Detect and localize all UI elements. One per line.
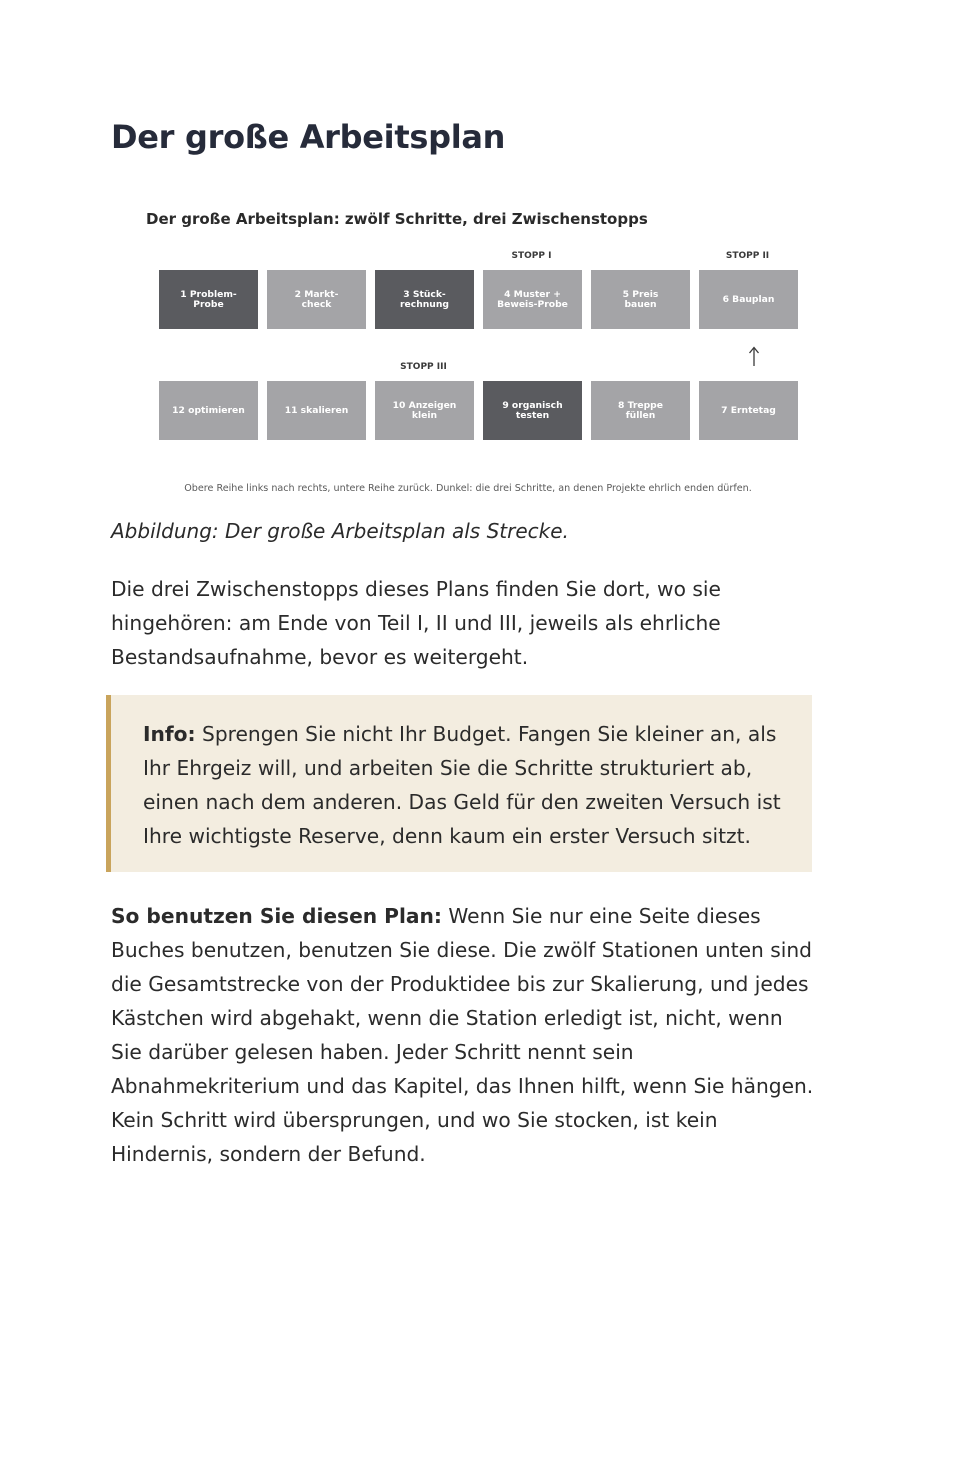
step-box-5: 5 Preis bauen	[591, 270, 690, 329]
stop-label-3: STOPP III	[400, 362, 447, 372]
figure-note: Obere Reihe links nach rechts, untere Reihe zurück. Dunkel: die drei Schritte, an denen Projekte ehrlich enden dürfen.	[184, 483, 752, 494]
info-label: Info:	[143, 722, 196, 746]
paragraph-stops: Die drei Zwischenstopps dieses Plans finden Sie dort, wo sie hingehören: am Ende von Teil I, II und III, jeweils als ehrliche Bestandsaufnahme, bevor es weitergeht.	[111, 577, 721, 669]
usage-body: Wenn Sie nur eine Seite dieses Buches benutzen, benutzen Sie diese. Die zwölf Stationen unten sind die Gesamtstrecke von der Produktidee bis zur Skalierung, und jedes Kästchen wird abgehakt, wenn die Station erledigt ist, nicht, wenn Sie darüber gelesen haben. Jeder Schritt nennt sein Abnahmekriterium und das Kapitel, das Ihnen hilft, wenn Sie hängen. Kein Schritt wird übersprungen, und wo Sie stocken, ist kein Hindernis, sondern der Befund.	[111, 904, 814, 1166]
info-box	[106, 695, 812, 872]
info-text	[143, 717, 783, 853]
stop-label-1: STOPP I	[511, 251, 552, 261]
step-box-6: 6 Bauplan	[699, 270, 798, 329]
figure-title: Der große Arbeitsplan: zwölf Schritte, drei Zwischenstopps	[146, 210, 648, 228]
step-box-11: 11 skalieren	[267, 381, 366, 440]
workflow-figure	[111, 195, 811, 505]
arrow-up-icon	[744, 345, 764, 367]
step-box-10: 10 Anzeigen klein	[375, 381, 474, 440]
paragraph-usage	[111, 899, 816, 1171]
step-box-4: 4 Muster + Beweis-Probe	[483, 270, 582, 329]
step-box-12: 12 optimieren	[159, 381, 258, 440]
step-box-8: 8 Treppe füllen	[591, 381, 690, 440]
page-title: Der große Arbeitsplan	[111, 118, 506, 156]
step-box-2: 2 Markt- check	[267, 270, 366, 329]
figure-caption: Abbildung: Der große Arbeitsplan als Strecke.	[111, 519, 569, 543]
usage-label: So benutzen Sie diesen Plan:	[111, 904, 442, 928]
step-box-3: 3 Stück- rechnung	[375, 270, 474, 329]
step-box-9: 9 organisch testen	[483, 381, 582, 440]
step-box-7: 7 Erntetag	[699, 381, 798, 440]
step-box-1: 1 Problem- Probe	[159, 270, 258, 329]
stop-label-2: STOPP II	[725, 251, 770, 261]
info-body: Sprengen Sie nicht Ihr Budget. Fangen Sie kleiner an, als Ihr Ehrgeiz will, und arbeiten Sie die Schritte strukturiert ab, einen nach dem anderen. Das Geld für den zweiten Versuch ist Ihre wichtigste Reserve, denn kaum ein erster Versuch sitzt.	[143, 722, 781, 848]
